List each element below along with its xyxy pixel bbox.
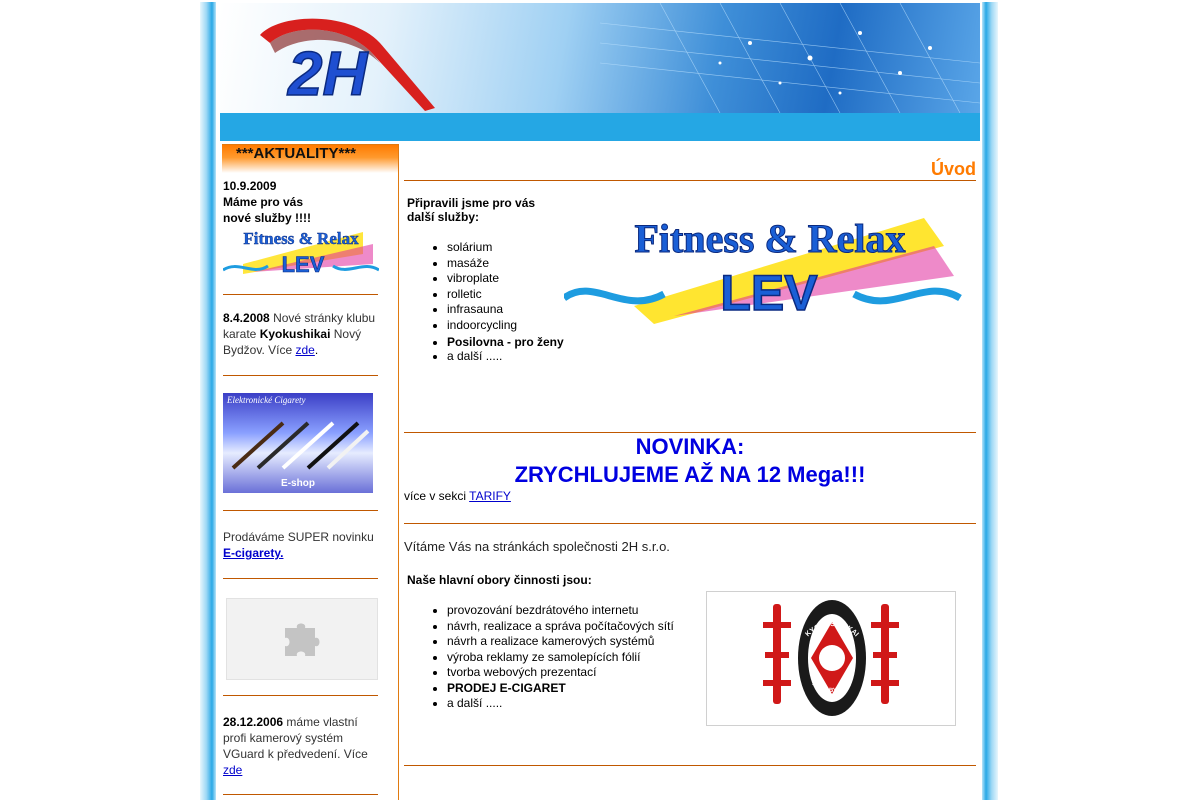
kyokushinkai-logo[interactable] — [706, 591, 956, 726]
eshop-banner-title: Elektronické Cigarety — [227, 395, 306, 405]
company-logo[interactable] — [220, 3, 460, 113]
fitness-logo-title: Fitness & Relax — [634, 216, 906, 261]
novinka-headline: NOVINKA: — [635, 434, 745, 459]
section-divider — [404, 765, 976, 766]
list-item: • a další ..... — [447, 696, 737, 712]
tarify-prefix: více v sekci — [404, 489, 467, 503]
list-item: • návrh a realizace kamerových systémů — [447, 634, 737, 650]
list-item: • solárium — [447, 240, 587, 256]
site-header — [220, 3, 980, 113]
cigarettes-image — [223, 413, 373, 473]
services-list — [407, 240, 587, 365]
news-heading: ***AKTUALITY*** — [222, 144, 398, 173]
services-heading-line: další služby: — [407, 210, 480, 224]
novinka-headline: ZRYCHLUJEME AŽ NA 12 Mega!!! — [514, 462, 866, 487]
kyokushinkai-emblem — [707, 592, 955, 725]
eshop-banner[interactable] — [223, 393, 373, 493]
services-heading — [407, 196, 547, 224]
news-separator — [223, 375, 378, 376]
news-separator — [223, 578, 378, 579]
list-item: • výroba reklamy ze samolepících fólií — [447, 650, 737, 666]
header-nav-bar — [220, 113, 980, 141]
section-divider — [404, 523, 976, 524]
page-title: Úvod — [931, 159, 976, 179]
left-decor-strip — [200, 2, 216, 800]
news-link-zde[interactable]: zde — [295, 343, 315, 357]
plugin-puzzle-icon — [281, 618, 325, 660]
news-separator — [223, 794, 378, 795]
emblem-text-bottom: NOVÝ BYDŽOV — [810, 681, 854, 695]
news-date: 10.9.2009 — [223, 179, 277, 193]
news-text: Prodáváme SUPER novinku — [223, 530, 374, 544]
list-item: • a další ..... — [447, 349, 587, 365]
news-item-1 — [222, 178, 379, 226]
list-item-bold: • Posilovna - pro ženy — [447, 335, 587, 349]
list-item: • indoorcycling — [447, 318, 587, 334]
news-text-bold: Kyokushikai — [259, 327, 331, 341]
services-heading-line: Připravili jsme pro vás — [407, 196, 536, 210]
news-separator — [223, 695, 378, 696]
tech-grid-graphic — [600, 3, 980, 113]
section-divider — [404, 180, 976, 181]
activities-heading: Naše hlavní obory činnosti jsou: — [407, 573, 592, 587]
emblem-text-top: KYOKUSHINKAI — [804, 620, 860, 639]
news-link-zde[interactable]: zde — [223, 763, 243, 777]
eshop-banner-label: E-shop — [281, 478, 315, 489]
list-item-bold: • PRODEJ E-CIGARET — [447, 681, 737, 697]
tarify-link[interactable]: TARIFY — [469, 489, 511, 503]
news-text: Máme pro vás — [223, 195, 304, 209]
missing-plugin-placeholder — [226, 598, 378, 680]
list-item: • provozování bezdrátového internetu — [447, 603, 737, 619]
news-separator — [223, 510, 378, 511]
news-separator — [223, 294, 378, 295]
list-item: • návrh, realizace a správa počítačových sítí — [447, 619, 737, 635]
news-item-3 — [222, 529, 379, 561]
news-date: 8.4.2008 — [223, 311, 270, 325]
welcome-text: Vítáme Vás na stránkách společnosti 2H s.r.o. — [404, 539, 670, 554]
list-item: • tvorba webových prezentací — [447, 665, 737, 681]
punct: . — [314, 343, 319, 357]
list-item: • vibroplate — [447, 271, 587, 287]
list-item: • rolletic — [447, 287, 587, 303]
news-item-4 — [222, 714, 379, 778]
fitness-lev-logo[interactable] — [564, 206, 964, 330]
activities-list — [407, 603, 737, 712]
news-date: 28.12.2006 — [223, 715, 284, 729]
list-item: • masáže — [447, 256, 587, 272]
ecigarety-link[interactable]: E-cigarety. — [223, 546, 284, 560]
fitness-logo-subtitle: LEV — [720, 265, 818, 321]
tarify-text — [404, 489, 511, 503]
fitness-lev-banner[interactable] — [223, 224, 379, 278]
news-text: máme vlastní profi kamerový systém VGuard k předvedení. Více — [223, 715, 368, 761]
news-text: Nové stránky klubu karate — [223, 311, 376, 341]
right-decor-strip — [982, 2, 998, 800]
news-item-2 — [222, 310, 379, 358]
news-text: Nový Bydžov. Více — [223, 327, 362, 357]
banner-text-top: Fitness & Relax — [243, 229, 359, 248]
news-text: nové služby !!!! — [223, 211, 312, 225]
news-sidebar — [222, 144, 399, 800]
company-logo-text: 2H — [288, 40, 368, 109]
banner-text-bottom: LEV — [281, 252, 325, 277]
list-item: • infrasauna — [447, 302, 587, 318]
